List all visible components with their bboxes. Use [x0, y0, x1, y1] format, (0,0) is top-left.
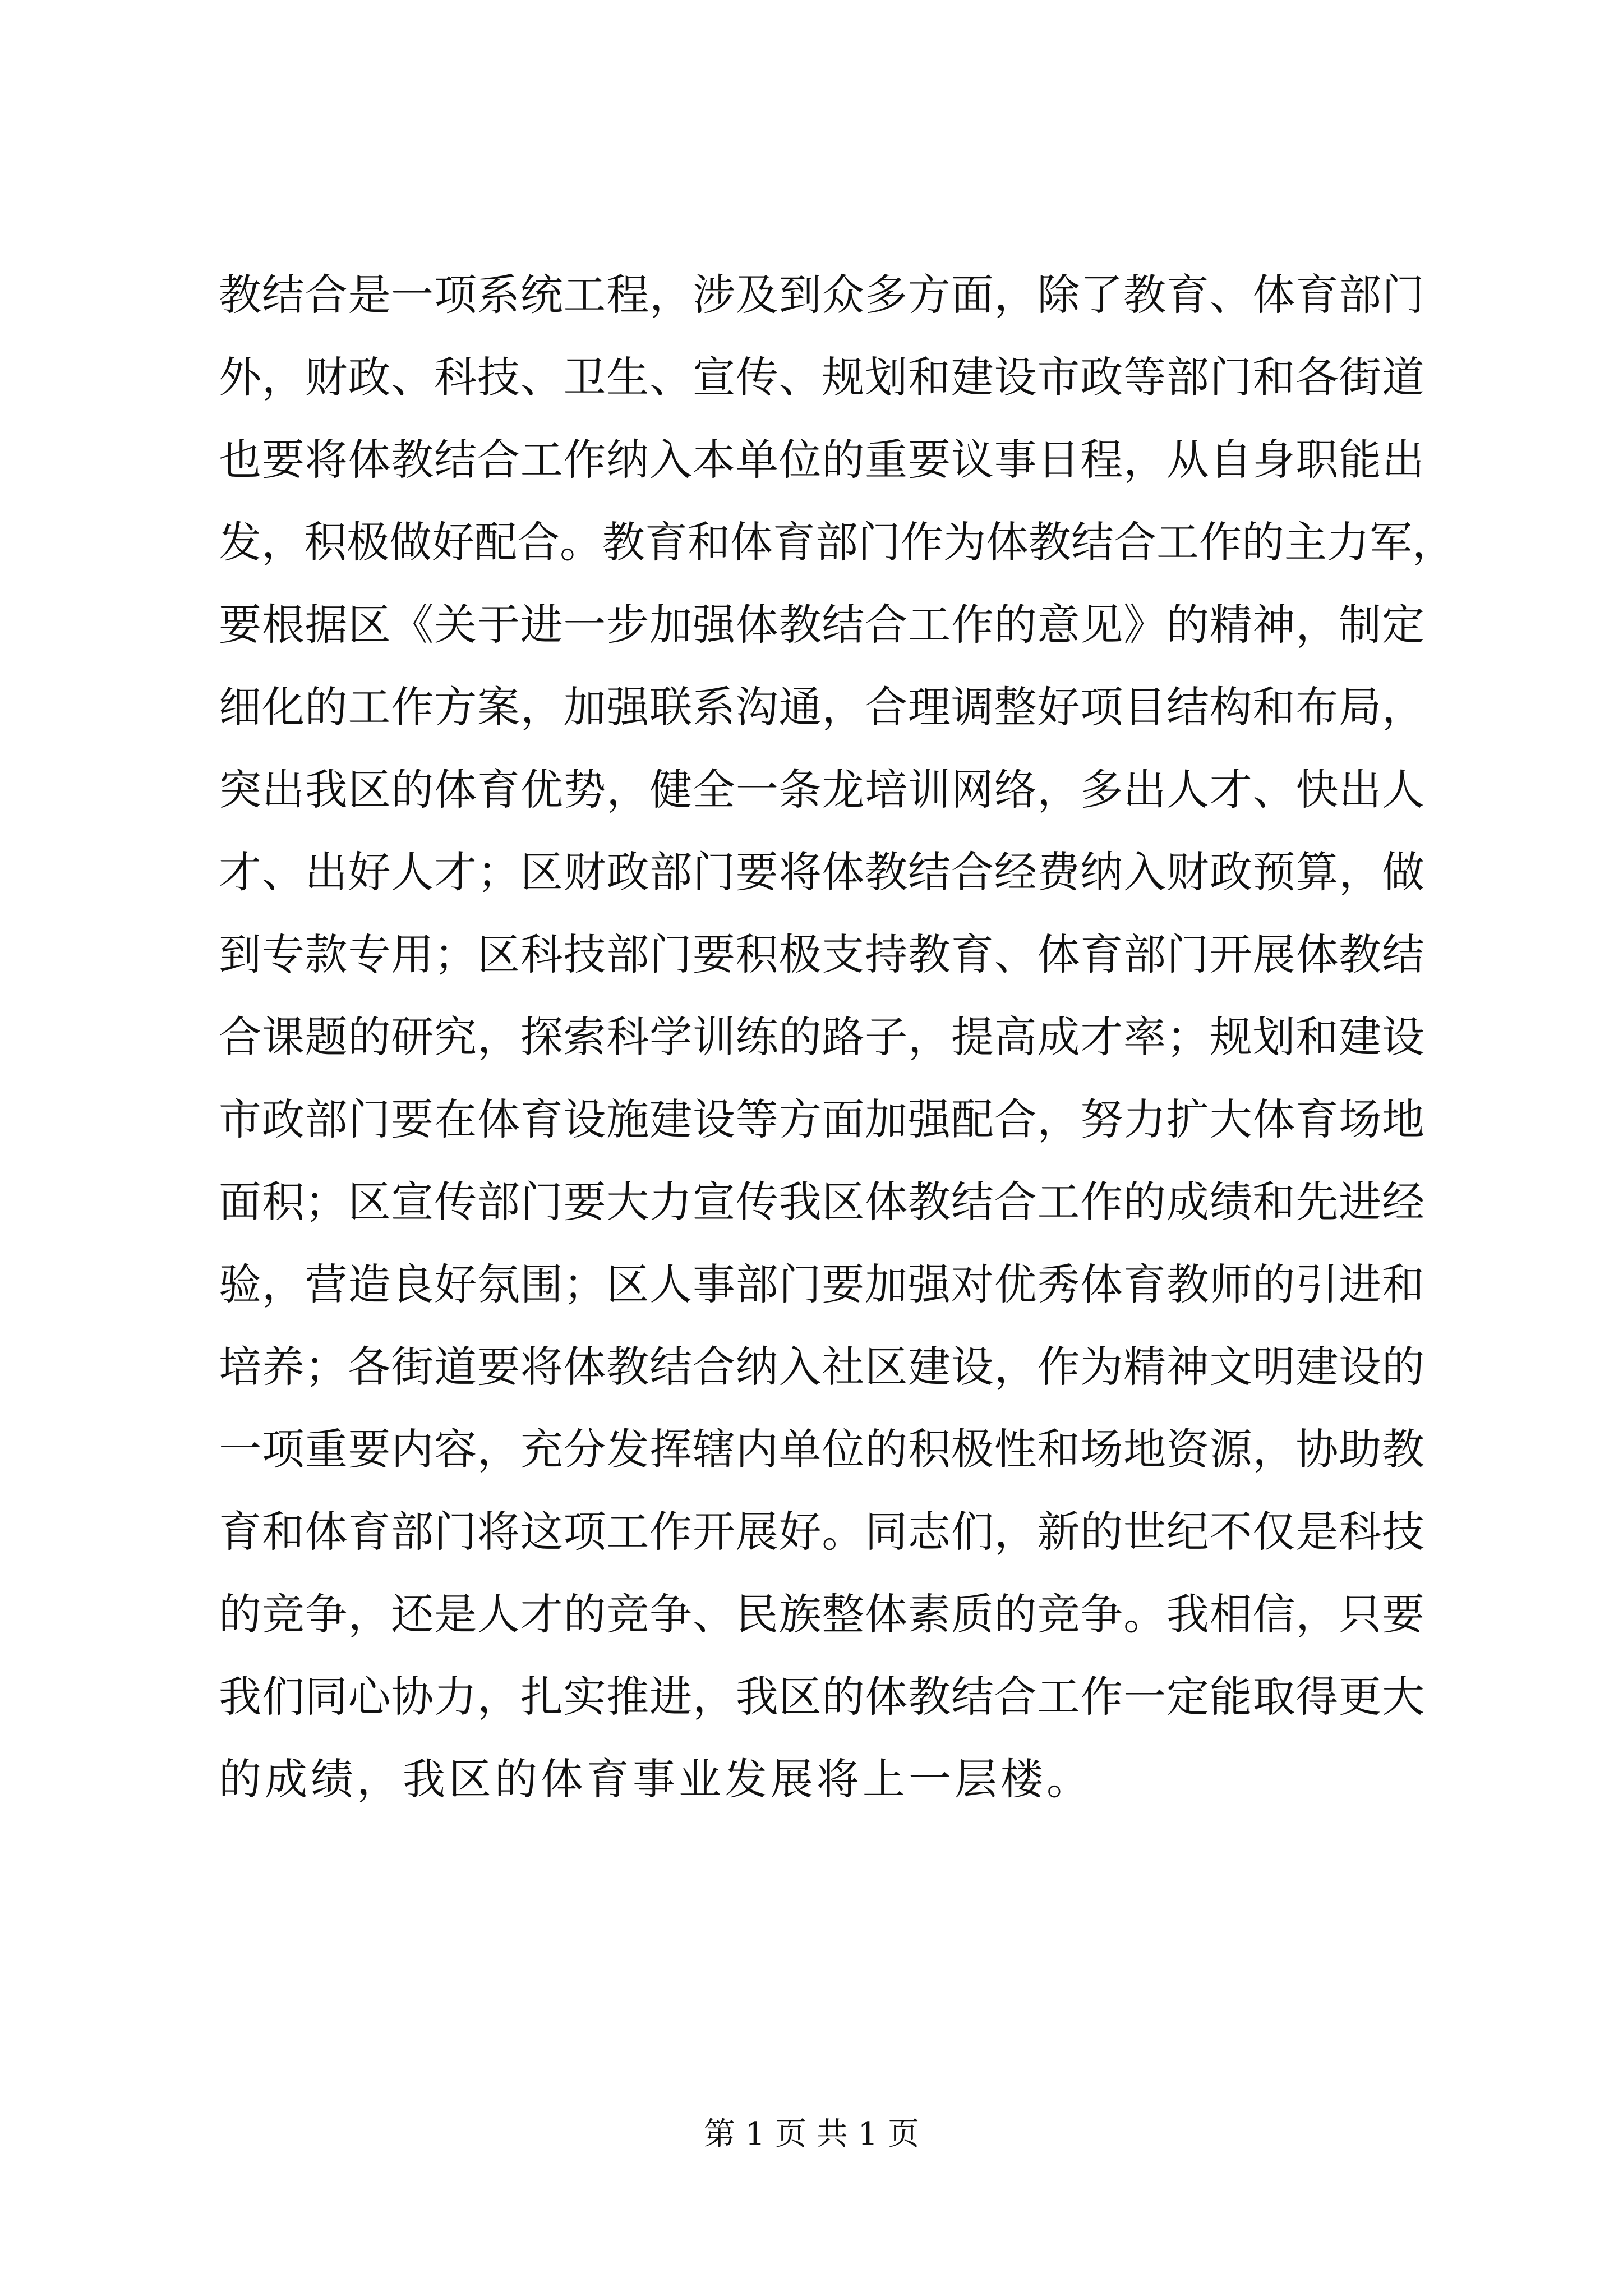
text-line: 我们同心协力，扎实推进，我区的体教结合工作一定能取得更大	[219, 1672, 1424, 1722]
text-line: 培养；各街道要将体教结合纳入社区建设，作为精神文明建设的	[219, 1342, 1424, 1392]
text-line: 市政部门要在体育设施建设等方面加强配合，努力扩大体育场地	[219, 1094, 1424, 1144]
text-line: 面积；区宣传部门要大力宣传我区体教结合工作的成绩和先进经	[219, 1177, 1424, 1227]
text-line: 到专款专用；区科技部门要积极支持教育、体育部门开展体教结	[219, 930, 1424, 979]
text-line: 一项重要内容，充分发挥辖内单位的积极性和场地资源，协助教	[219, 1424, 1424, 1474]
body-paragraph	[219, 254, 1455, 1820]
text-line: 要根据区《关于进一步加强体教结合工作的意见》的精神，制定	[219, 600, 1424, 650]
text-line: 也要将体教结合工作纳入本单位的重要议事日程，从自身职能出	[219, 435, 1424, 485]
text-line: 教结合是一项系统工程，涉及到众多方面，除了教育、体育部门	[219, 270, 1424, 320]
page-footer	[0, 2115, 1623, 2154]
text-line: 的竞争，还是人才的竞争、民族整体素质的竞争。我相信，只要	[219, 1589, 1424, 1639]
text-line: 育和体育部门将这项工作开展好。同志们，新的世纪不仅是科技	[219, 1507, 1424, 1557]
text-line: 验，营造良好氛围；区人事部门要加强对优秀体育教师的引进和	[219, 1259, 1424, 1309]
text-line: 发，积极做好配合。教育和体育部门作为体教结合工作的主力军，	[219, 517, 1455, 567]
text-line: 才、出好人才；区财政部门要将体教结合经费纳入财政预算，做	[219, 847, 1424, 897]
text-line: 的成绩，我区的体育事业发展将上一层楼。	[219, 1754, 1092, 1804]
page-number: 第 1 页 共 1 页	[703, 2116, 920, 2152]
text-line: 外，财政、科技、卫生、宣传、规划和建设市政等部门和各街道	[219, 352, 1424, 402]
text-line: 合课题的研究，探索科学训练的路子，提高成才率；规划和建设	[219, 1012, 1424, 1062]
text-line: 突出我区的体育优势，健全一条龙培训网络，多出人才、快出人	[219, 765, 1424, 815]
text-line: 细化的工作方案，加强联系沟通，合理调整好项目结构和布局，	[219, 682, 1424, 732]
